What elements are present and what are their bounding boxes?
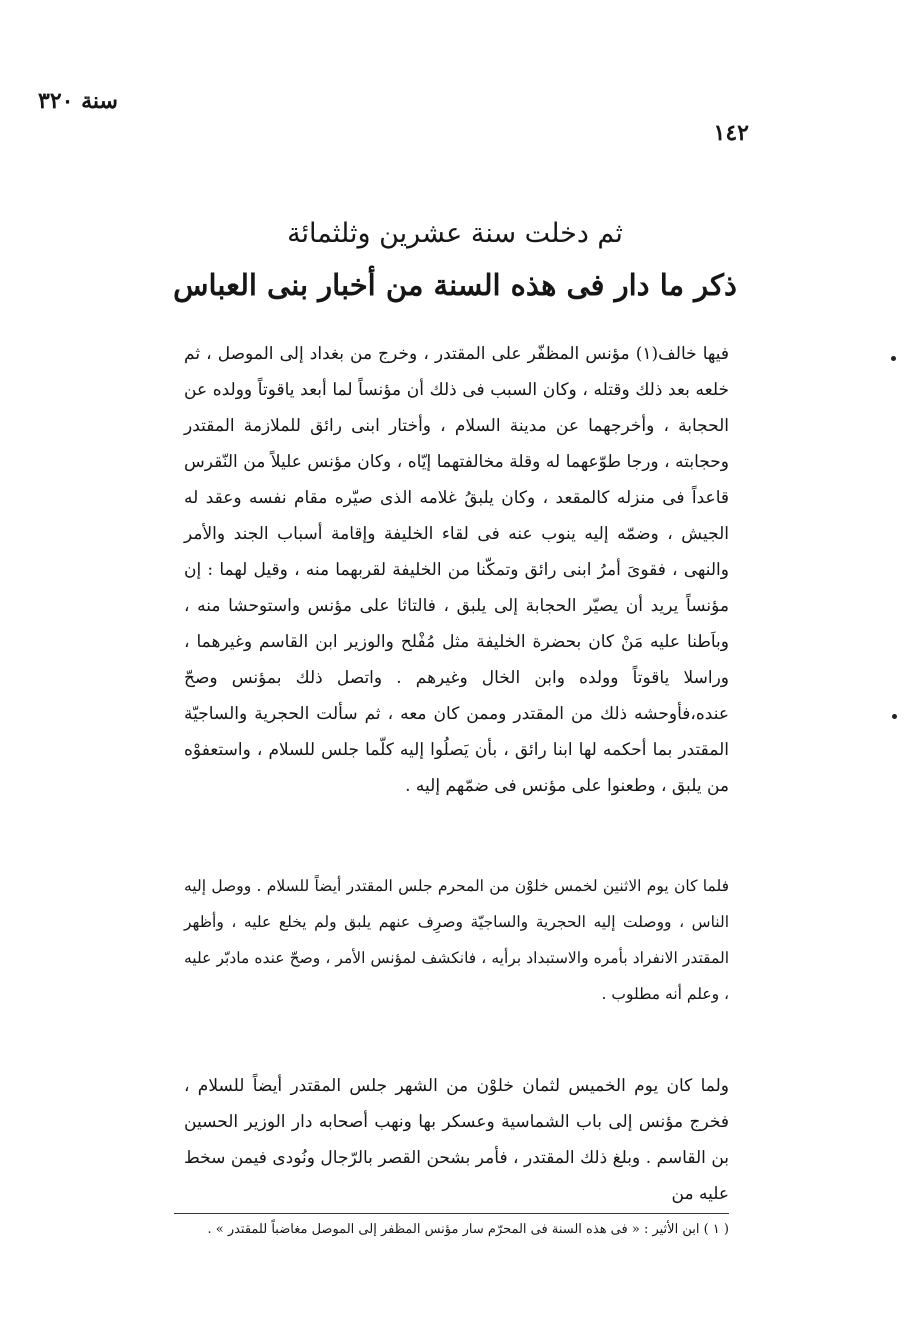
footnote: ( ١ ) ابن الأثير : « فى هذه السنة فى المحرّم سار مؤنس المظفر إلى الموصل مغاضباً للمقتدر » . bbox=[207, 1222, 729, 1237]
paragraph-1: فيها خالف(١) مؤنس المظفّر على المقتدر ، وخرج من بغداد إلى الموصل ، ثم خلعه بعد ذلك وقتله ، وكان السبب فى ذلك أن مؤنساً لما أبعد ياقوتاً وولده عن الحجابة ، وأخرجهما عن مدينة السلام ، وأختار ابنى رائق للملازمة المقتدر وحجابته ، ورجا طوّعهما له وقلة مخالفتهما إيّاه ، وكان مؤنس عليلاً من النّقرس قاعداً فى منزله كالمقعد ، وكان يلبقُ غلامه الذى صيّره مقام نفسه وعقد له الجيش ، وضمّه إليه ينوب عنه فى لقاء الخليفة وإقامة أسباب الجند والأمر والنهى ، فقوىَ أمرُ ابنى رائق وتمكّنا من الخليفة لقربهما منه ، وقيل لهما : إن مؤنساً يريد أن يصيّر الحجابة إلى يلبق ، فالتاثا على مؤنس واستوحشا منه ، وباَطنا عليه مَنْ كان بحضرة الخليفة مثل مُفْلح والوزير ابن القاسم وغيرهما ، وراسلا ياقوتاً وولده وابن الخال وغيرهم . واتصل ذلك بمؤنس وصحّ عنده،فأوحشه ذلك من المقتدر وممن كان معه ، ثم سألت الحجرية والساجيّة المقتدر بما أحكمه لها ابنا رائق ، بأن يَصلُوا إليه كلّما جلس للسلام ، واستعفوْه من يلبق ، وطعنوا على مؤنس فى ضمّهم إليه . bbox=[184, 344, 729, 796]
scan-mark bbox=[891, 356, 896, 361]
page-number: ١٤٢ bbox=[713, 120, 749, 146]
paragraph-2: فلما كان يوم الاثنين لخمس خلوْن من المحرم جلس المقتدر أيضاً للسلام . ووصل إليه الناس ، ووصلت إليه الحجرية والساجيّة وصرِف عنهم يلبق ولم يخلع عليه ، وأظهر المقتدر الانفراد بأمره والاستبداد برأيه ، فانكشف لمؤنس الأمر ، وصحّ عنده مادبّر عليه ، وعلم أنه مطلوب . bbox=[184, 877, 729, 1003]
scan-mark bbox=[892, 714, 897, 719]
footnote-divider bbox=[174, 1213, 729, 1214]
chapter-heading: ثم دخلت سنة عشرين وثلثمائة bbox=[287, 218, 623, 249]
paragraph-3: ولما كان يوم الخميس لثمان خلوْن من الشهر جلس المقتدر أيضاً للسلام ، فخرج مؤنس إلى باب الشماسية وعسكر بها ونهب أصحابه دار الوزير الحسين بن القاسم . وبلغ ذلك المقتدر ، فأمر بشحن القصر بالرّجال ونُودى فيمن سخط عليه من bbox=[184, 1076, 729, 1204]
section-heading: ذكر ما دار فى هذه السنة من أخبار بنى العباس bbox=[173, 268, 737, 302]
running-header-year: سنة ٣٢٠ bbox=[38, 88, 118, 114]
